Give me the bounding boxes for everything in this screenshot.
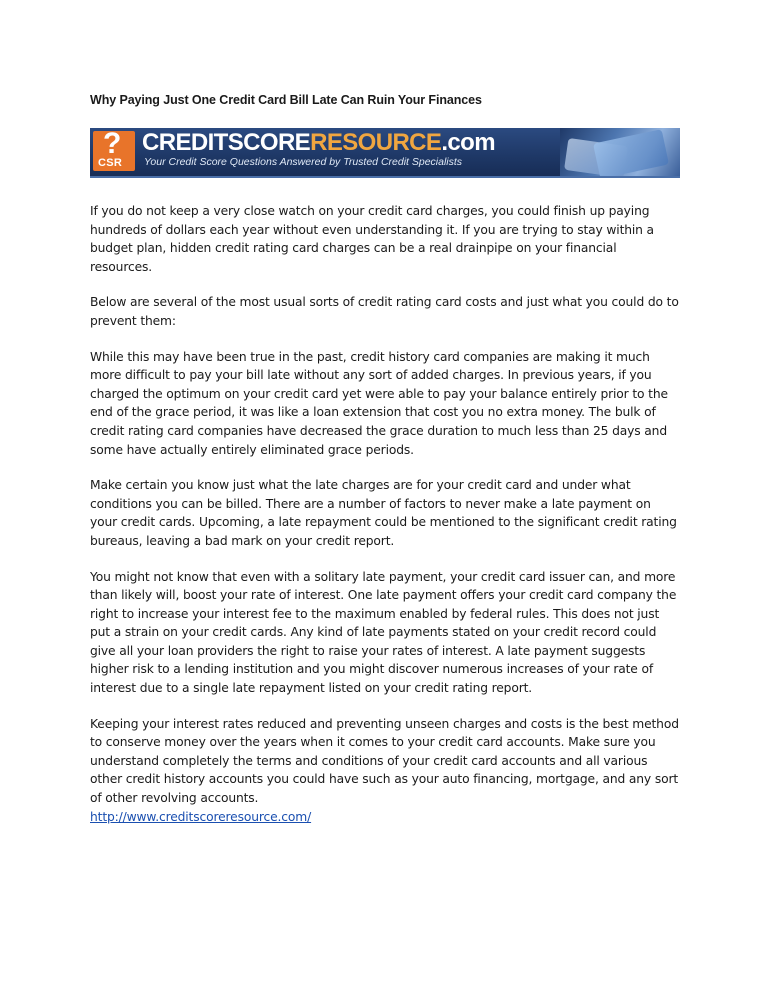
paragraph: Below are several of the most usual sorts of credit rating card costs and just what you could do to prevent them: (90, 295, 679, 328)
document-title: Why Paying Just One Credit Card Bill Late Can Ruin Your Finances (90, 93, 482, 107)
credit-card-graphic (593, 129, 669, 178)
paragraph: Make certain you know just what the late charges are for your credit card and under what conditions you can be billed. There are a number of factors to never make a late payment on your credit cards. Upcoming, a late repayment could be mentioned to the significant credit rating bureaus, leaving a bad mark on your credit report. (90, 478, 677, 548)
paragraph: You might not know that even with a solitary late payment, your credit card issuer can, and more than likely will, boost your rate of interest. One late payment offers your credit card company the right to increase your interest fee to the maximum enabled by federal rules. This does not just put a strain on your credit cards. Any kind of late payments stated on your credit record could give all your loan providers the right to raise your rates of interest. A late payment suggests higher risk to a lending institution and you might discover numerous increases of your rate of interest due to a single late repayment listed on your credit rating report. (90, 569, 677, 696)
question-mark-icon: ? (103, 128, 122, 160)
logo-text: CSR (98, 157, 123, 169)
brand-accent: RESOURCE (310, 129, 442, 156)
paragraph: If you do not keep a very close watch on your credit card charges, you could finish up paying hundreds of dollars each year without even understanding it. If you are trying to stay within a budget plan, hidden credit rating card charges can be a real drainpipe on your financial resources. (90, 204, 654, 274)
csr-logo (93, 128, 135, 171)
brand-wordmark (142, 130, 495, 156)
credit-cards-image (560, 128, 680, 176)
brand-main: CREDITSCORE (142, 129, 311, 156)
paragraph: While this may have been true in the past, credit history card companies are making it much more difficult to pay your bill late without any sort of added charges. In previous years, if you charged the optimum on your credit card yet were able to pay your balance entirely prior to the end of the grace period, it was like a loan extension that cost you no extra money. The bulk of credit rating card companies have decreased the grace duration to much less than 25 days and some have actually entirely eliminated grace periods. (90, 349, 668, 457)
brand-tld: .com (441, 129, 495, 156)
paragraph: Keeping your interest rates reduced and preventing unseen charges and costs is the best method to conserve money over the years when it comes to your credit card accounts. Make sure you understand completely the terms and conditions of your credit card accounts and all various other credit history accounts you could have such as your auto financing, mortgage, and any sort of other revolving accounts. (90, 716, 679, 806)
creditscoreresource-banner (90, 128, 680, 178)
banner-tagline: Your Credit Score Questions Answered by Trusted Credit Specialists (144, 156, 463, 168)
document-body (90, 92, 680, 826)
source-link[interactable]: http://www.creditscoreresource.com/ (90, 809, 312, 824)
